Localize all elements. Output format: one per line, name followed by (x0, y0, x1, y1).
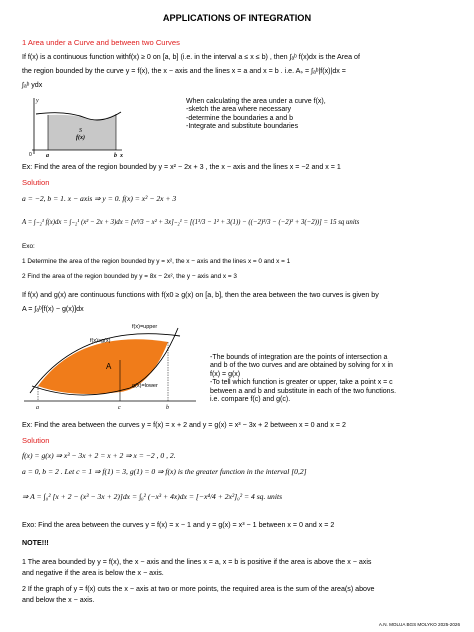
note-line: between a and b and substitute in each of the two functions. (210, 387, 397, 395)
solution-1-line-1: a = −2, b = 1. x − axis ⇒ y = 0. f(x) = x² − 2x + 3 (22, 194, 177, 203)
label-upper: f(x)=upper (132, 324, 158, 330)
section-heading: 1 Area under a Curve and between two Curves (22, 38, 180, 47)
exo-2: Exo: Find the area between the curves y = f(x) = x − 1 and y = g(x) = x³ − 1 between x = 0 and x = 2 (22, 521, 335, 529)
between-curves-line-2: A = ∫ₐᵇ[f(x) − g(x)]dx (22, 305, 84, 313)
label-x: x (120, 153, 123, 159)
solution-2-line-3: ⇒ A = ∫₀² [x + 2 − (x³ − 3x + 2)]dx = ∫₀² (−x³ + 4x)dx = [−x⁴/4 + 2x²]₀² = 4 sq. units (22, 492, 283, 501)
tip-line: -determine the boundaries a and b (186, 114, 294, 122)
definition-line-3: ∫ₐᵇ ydx (22, 81, 43, 89)
exo-label: Exo: (22, 243, 35, 250)
example-2: Ex: Find the area between the curves y = f(x) = x + 2 and y = g(x) = x³ − 3x + 2 between x = 0 and x = 2 (22, 421, 346, 429)
note-item-1b: and negative if the area is below the x − axis. (22, 569, 164, 577)
definition-line-1: If f(x) is a continuous function withf(x) ≥ 0 on [a, b] (i.e. in the interval a ≤ x ≤ b) , then ∫ₐᵇ f(x)dx is the Area of (22, 53, 360, 61)
note-item-1a: 1 The area bounded by y = f(x), the x − axis and the lines x = a, x = b is positive if the area is above the x − axis (22, 558, 372, 566)
note-line: and b of the two curves and are obtained by solving for x in (210, 362, 393, 370)
label-c: c (118, 405, 121, 410)
label-lower: g(x)=lower (132, 383, 158, 389)
note-line: -The bounds of integration are the points of intersection a (210, 354, 388, 361)
area-between-curves-figure (20, 318, 200, 410)
tips-block (186, 98, 326, 132)
exercise-1: 1 Determine the area of the region bounded by y = x², the x − axis and the lines x = 0 and x = 1 (22, 258, 291, 265)
area-under-curve-figure (26, 94, 126, 160)
note-item-2a: 2 If the graph of y = f(x) cuts the x − axis at two or more points, the required area is the sum of the area(s) above (22, 585, 375, 593)
solution-label-1: Solution (22, 178, 50, 187)
solution-2-line-1: f(x) = g(x) ⇒ x³ − 3x + 2 = x + 2 ⇒ x = −2 , 0 , 2. (22, 451, 176, 460)
tip-line: When calculating the area under a curve f(x), (186, 98, 326, 105)
label-region: A (106, 362, 112, 371)
between-curves-line-1: If f(x) and g(x) are continuous functions with f(x0 ≥ g(x) on [a, b], then the area between the two curves is given by (22, 291, 379, 299)
example-1: Ex: Find the area of the region bounded by y = x² − 2x + 3 , the x − axis and the lines x = −2 and x = 1 (22, 163, 341, 171)
solution-label-2: Solution (22, 436, 50, 445)
note-line: -To tell which function is greater or upper, take a point x = c (210, 379, 393, 387)
label-curve: f(x) (76, 135, 85, 141)
label-a: a (46, 153, 49, 159)
solution-2-line-2: a = 0, b = 2 . Let c = 1 ⇒ f(1) = 3, g(1) = 0 ⇒ f(x) is the greater function in the interval [0,2] (22, 467, 307, 476)
exercise-2: 2 Find the area of the region bounded by y = 8x − 2x², the y − axis and x = 3 (22, 273, 237, 280)
shaded-region (48, 114, 116, 150)
label-b: b (166, 405, 169, 410)
note-item-2b: and below the x − axis. (22, 596, 95, 604)
label-region: S (79, 128, 82, 134)
tip-line: -sketch the area where necessary (186, 106, 292, 114)
note-line: f(x) = g(x) (210, 370, 241, 378)
label-a: a (36, 405, 39, 410)
footer: A.N. MOLUA BGS MOLYKO 2025-2026 (378, 622, 460, 627)
note-heading: NOTE!!! (22, 539, 49, 547)
solution-1-line-2: A = ∫₋₂¹ f(x)dx = ∫₋₂¹ (x² − 2x + 3)dx = [x³/3 − x² + 3x]₋₂¹ = [(1³/3 − 1² + 3(1)) − ((−2)³/3 − (−2)² + 3(−2))] = 15 sq units (22, 219, 360, 226)
label-b: b (114, 153, 117, 159)
bounds-notes (210, 354, 396, 404)
note-line: i.e. compare f(c) and g(c). (210, 396, 291, 404)
tip-line: -Integrate and substitute boundaries (186, 123, 299, 131)
definition-line-2: the region bounded by the curve y = f(x), the x − axis and the lines x = a and x = b . i.e. Aₛ = ∫ₐᵇ|f(x)|dx = (22, 67, 346, 75)
page-title: APPLICATIONS OF INTEGRATION (162, 13, 312, 23)
label-origin: 0 (29, 152, 32, 158)
label-upper-note: f(x)≥g(x) (90, 338, 111, 344)
label-y: y (36, 98, 39, 104)
